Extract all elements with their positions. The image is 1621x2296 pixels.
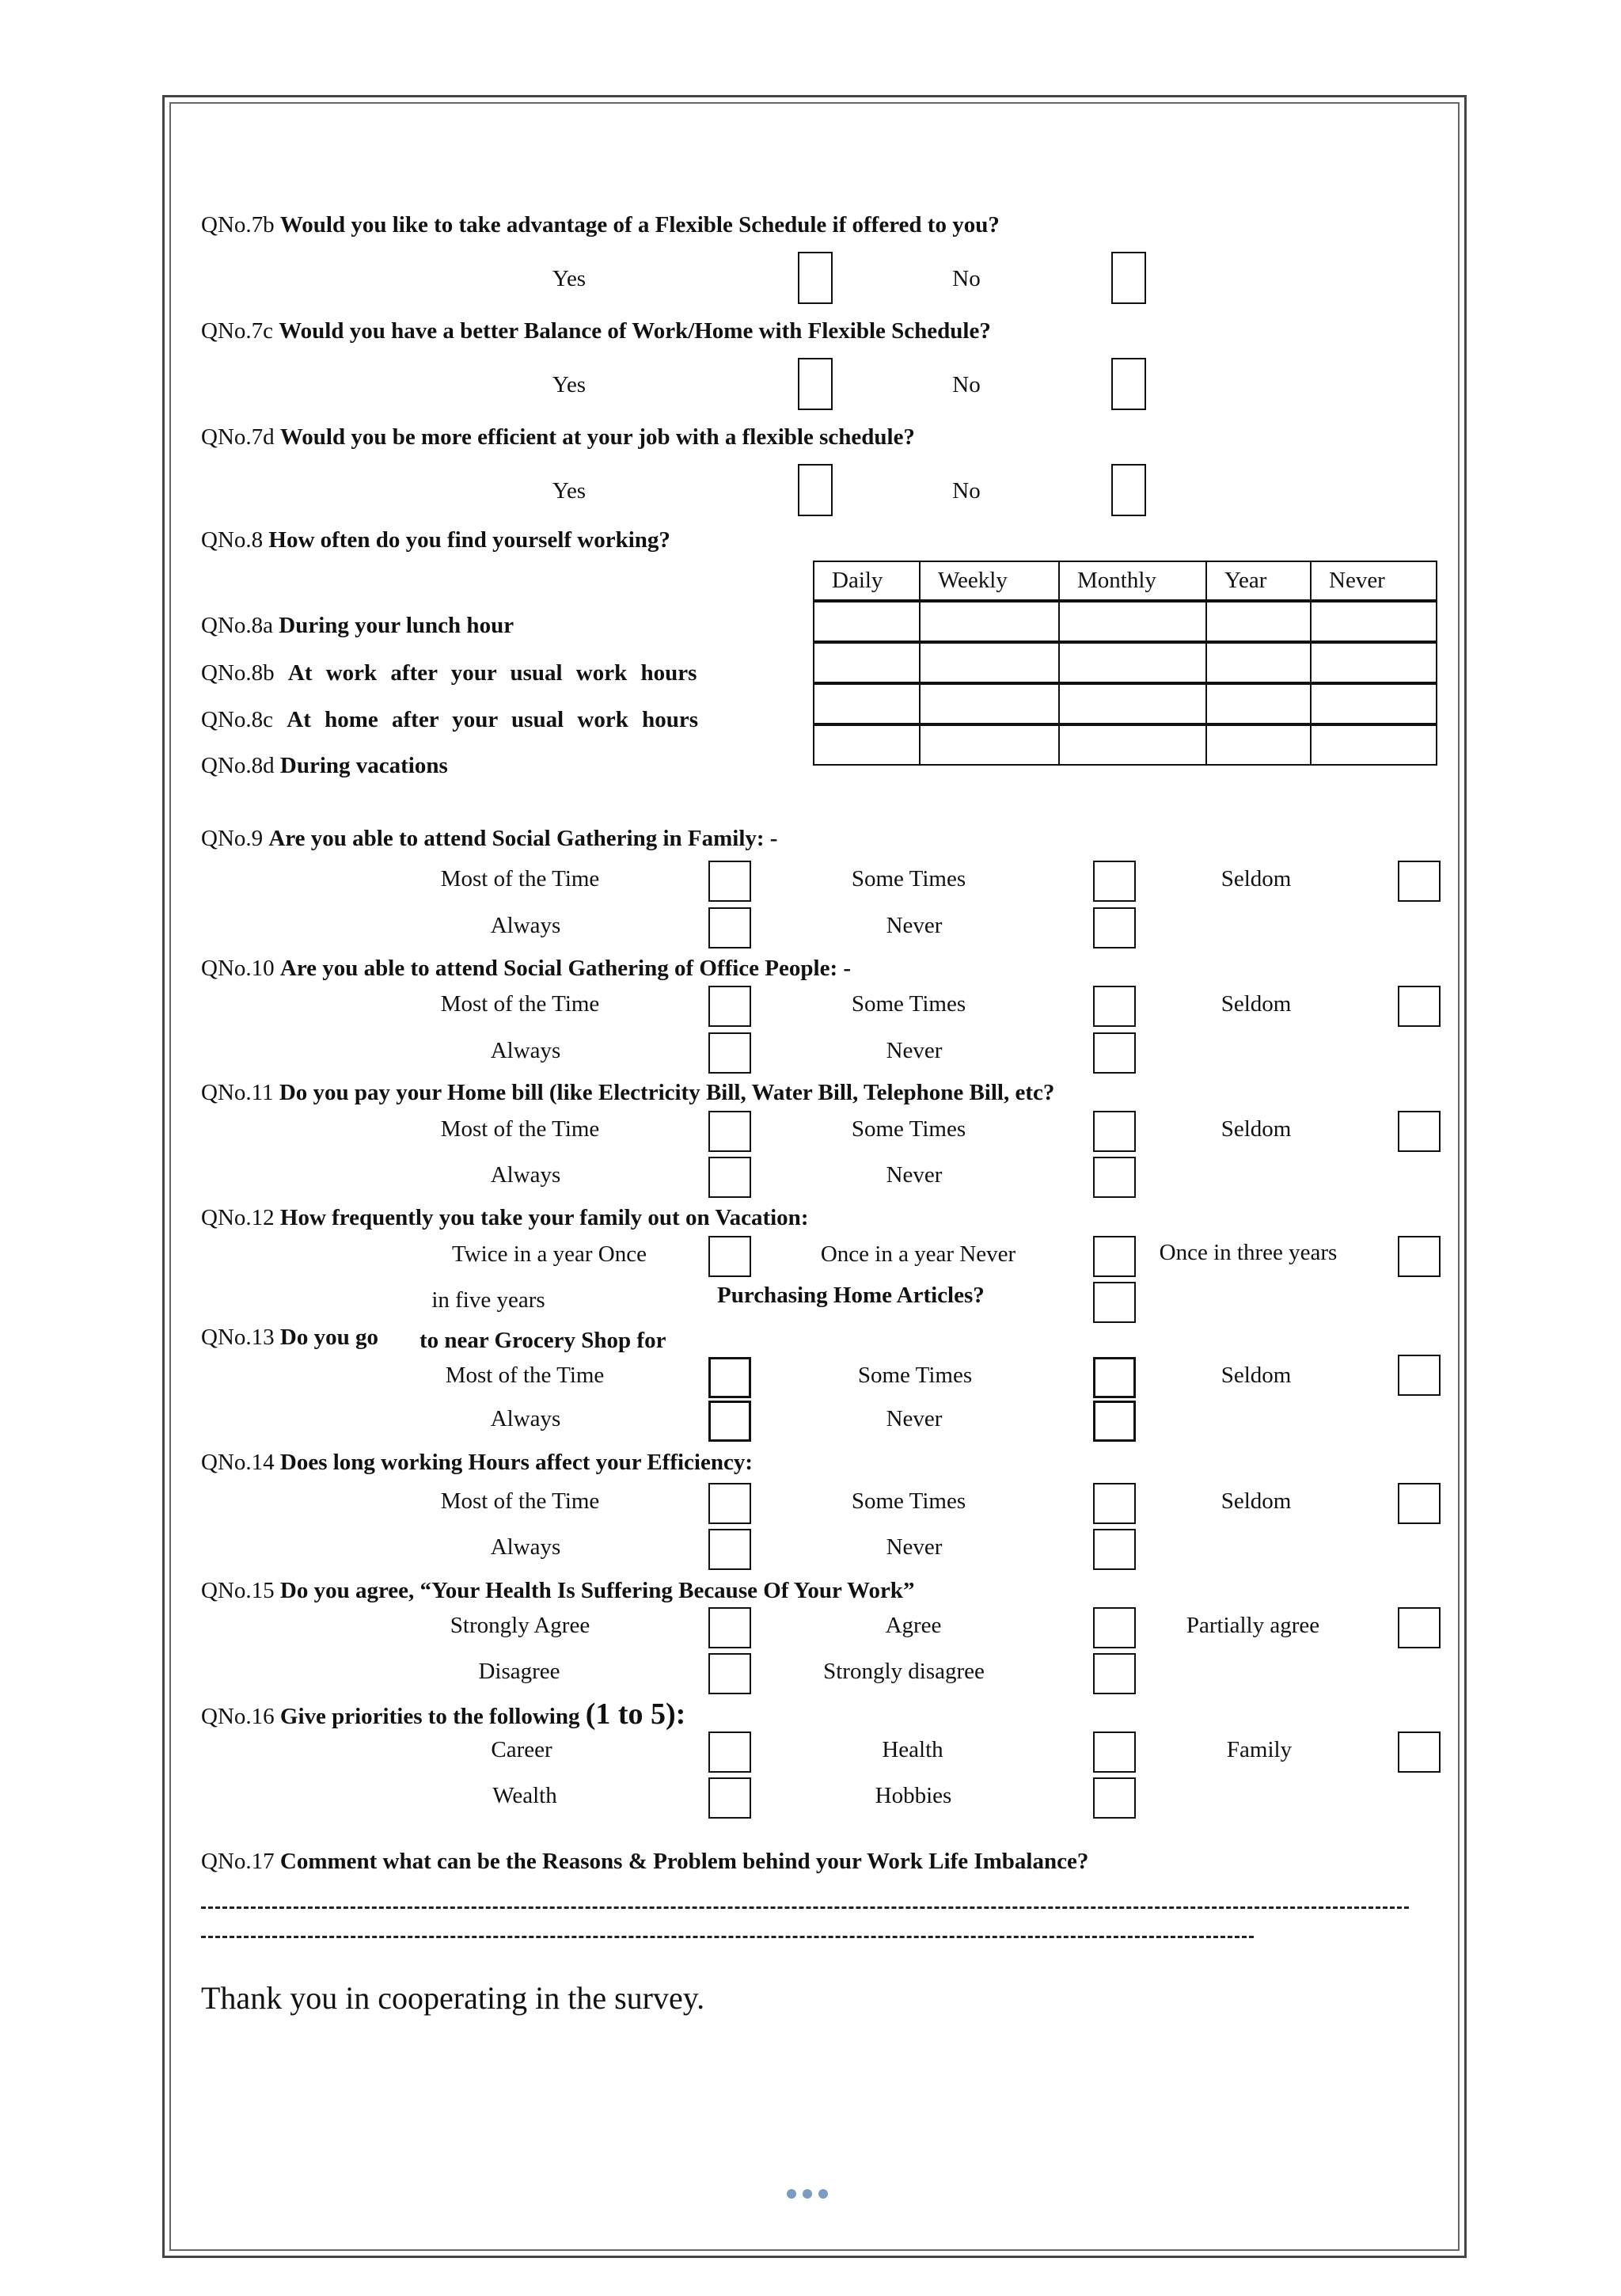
checkbox-q13-always[interactable]	[708, 1401, 751, 1442]
question-text: to near Grocery Shop for	[419, 1328, 666, 1353]
dot-icon	[787, 2189, 796, 2199]
option-label: Seldom	[1220, 1116, 1292, 1142]
checkbox-q16-hobbies[interactable]	[1093, 1777, 1136, 1819]
checkbox-q9-always[interactable]	[708, 907, 751, 948]
question-13-text-b	[419, 1328, 666, 1354]
question-text: Would you like to take advantage of a Flexible Schedule if offered to you?	[279, 212, 1000, 238]
checkbox-q14-always[interactable]	[708, 1529, 751, 1570]
question-11	[201, 1080, 1054, 1106]
question-number: QNo.8d	[201, 753, 275, 778]
option-label: Always	[490, 1406, 561, 1431]
option-label: Never	[886, 1162, 943, 1188]
option-label: Partially agree	[1186, 1613, 1320, 1638]
checkbox-q7d-yes[interactable]	[798, 464, 833, 516]
question-8d	[201, 753, 448, 779]
question-14	[201, 1450, 753, 1476]
checkbox-q14-seldom[interactable]	[1398, 1483, 1441, 1524]
question-text: Are you able to attend Social Gathering of Office People: -	[279, 956, 852, 981]
question-7b	[201, 212, 1000, 238]
question-13-text-c	[717, 1283, 985, 1309]
cell-8b-daily[interactable]	[814, 642, 920, 683]
option-label: Hobbies	[875, 1783, 952, 1808]
question-number: QNo.8b	[201, 660, 275, 686]
question-8	[201, 527, 670, 553]
option-label: Never	[886, 1534, 943, 1560]
cell-8d-never[interactable]	[1311, 724, 1437, 765]
frequency-table	[813, 561, 1437, 766]
question-text: How frequently you take your family out on Vacation:	[279, 1205, 809, 1230]
question-number: QNo.17	[201, 1849, 275, 1874]
checkbox-q7b-yes[interactable]	[798, 252, 833, 304]
checkbox-q12-once[interactable]	[1093, 1236, 1136, 1277]
question-9	[201, 826, 777, 852]
cell-8a-never[interactable]	[1311, 601, 1437, 642]
question-10	[201, 956, 851, 982]
column-header-monthly: Monthly	[1059, 561, 1206, 601]
option-label: Seldom	[1220, 1363, 1292, 1388]
cell-8a-weekly[interactable]	[920, 601, 1059, 642]
option-label: Disagree	[478, 1659, 560, 1684]
question-text: Are you able to attend Social Gathering in Family: -	[268, 826, 778, 851]
cell-8c-weekly[interactable]	[920, 683, 1059, 724]
question-8a	[201, 613, 514, 639]
checkbox-q7c-yes[interactable]	[798, 358, 833, 410]
question-number: QNo.12	[201, 1205, 275, 1230]
question-text: Purchasing Home Articles?	[717, 1283, 985, 1308]
checkbox-q9-never[interactable]	[1093, 907, 1136, 948]
checkbox-q12-never[interactable]	[1093, 1282, 1136, 1323]
checkbox-q16-career[interactable]	[708, 1732, 751, 1773]
checkbox-q15-agree[interactable]	[1093, 1607, 1136, 1648]
question-number: QNo.11	[201, 1080, 274, 1105]
option-label: Always	[490, 1534, 561, 1560]
question-number: QNo.16	[201, 1704, 275, 1729]
option-label: Some Times	[851, 991, 966, 1017]
option-label: Twice in a year Once	[452, 1241, 647, 1267]
option-label: Most of the Time	[445, 1363, 605, 1388]
question-text: Comment what can be the Reasons & Problem behind your Work Life Imbalance?	[279, 1849, 1089, 1874]
option-label: Health	[882, 1737, 943, 1762]
question-text: At work after your usual work hours	[287, 660, 697, 686]
cell-8c-year[interactable]	[1206, 683, 1311, 724]
option-label: Some Times	[851, 1116, 966, 1142]
question-number: QNo.7d	[201, 424, 275, 450]
checkbox-q10-seldom[interactable]	[1398, 986, 1441, 1027]
option-label: Always	[490, 1162, 561, 1188]
table-row	[814, 601, 1437, 642]
option-label: Strongly Agree	[450, 1613, 590, 1638]
column-header-year: Year	[1206, 561, 1311, 601]
checkbox-q7b-no[interactable]	[1111, 252, 1146, 304]
checkbox-q15-disagree[interactable]	[708, 1653, 751, 1694]
option-label: Some Times	[851, 1488, 966, 1514]
answer-line-2[interactable]	[201, 1936, 1254, 1938]
checkbox-q11-always[interactable]	[708, 1157, 751, 1198]
question-7d	[201, 424, 915, 450]
option-label: in five years	[431, 1287, 545, 1313]
question-text: During your lunch hour	[279, 613, 514, 638]
checkbox-q12-twice[interactable]	[708, 1236, 751, 1277]
checkbox-q9-seldom[interactable]	[1398, 861, 1441, 902]
option-label: Most of the Time	[440, 866, 600, 891]
option-label: Always	[490, 1038, 561, 1063]
cell-8b-weekly[interactable]	[920, 642, 1059, 683]
option-label: Family	[1226, 1737, 1293, 1762]
option-label: Once in a year Never	[820, 1241, 1016, 1267]
checkbox-q14-most[interactable]	[708, 1483, 751, 1524]
closing-message: Thank you in cooperating in the survey.	[201, 1980, 705, 2016]
column-header-daily: Daily	[814, 561, 920, 601]
option-label: No	[952, 372, 981, 397]
cell-8d-daily[interactable]	[814, 724, 920, 765]
checkbox-q13-seldom[interactable]	[1398, 1355, 1441, 1396]
checkbox-q7d-no[interactable]	[1111, 464, 1146, 516]
checkbox-q9-sometimes[interactable]	[1093, 861, 1136, 902]
checkbox-q10-sometimes[interactable]	[1093, 986, 1136, 1027]
checkbox-q7c-no[interactable]	[1111, 358, 1146, 410]
question-13	[201, 1325, 378, 1351]
dot-icon	[818, 2189, 828, 2199]
checkbox-q15-partially-agree[interactable]	[1398, 1607, 1441, 1648]
question-number: QNo.8a	[201, 613, 274, 638]
answer-line-1[interactable]	[201, 1906, 1409, 1909]
question-number: QNo.14	[201, 1450, 275, 1475]
question-text: Would you have a better Balance of Work/Home with Flexible Schedule?	[279, 318, 991, 344]
option-label: Seldom	[1220, 866, 1292, 891]
question-8b	[201, 660, 697, 686]
question-number: QNo.8	[201, 527, 264, 553]
checkbox-q15-strongly-agree[interactable]	[708, 1607, 751, 1648]
page-indicator	[784, 2188, 831, 2203]
checkbox-q13-sometimes[interactable]	[1093, 1357, 1136, 1398]
question-number: QNo.13	[201, 1325, 275, 1350]
column-header-weekly: Weekly	[920, 561, 1059, 601]
checkbox-q10-never[interactable]	[1093, 1032, 1136, 1074]
table-row	[814, 724, 1437, 765]
option-label: Wealth	[492, 1783, 557, 1808]
question-number: QNo.9	[201, 826, 264, 851]
option-label: Yes	[552, 372, 587, 397]
question-number: QNo.7c	[201, 318, 274, 344]
option-label: Seldom	[1220, 991, 1292, 1017]
dot-icon	[803, 2189, 812, 2199]
option-label: Career	[491, 1737, 552, 1762]
question-number: QNo.7b	[201, 212, 275, 238]
option-label: Strongly disagree	[823, 1659, 985, 1684]
checkbox-q13-most[interactable]	[708, 1357, 751, 1398]
question-text: Do you go	[279, 1325, 378, 1350]
question-15	[201, 1578, 914, 1604]
table-header-row	[814, 561, 1437, 601]
question-text: Does long working Hours affect your Efficiency:	[279, 1450, 754, 1475]
checkbox-q9-most[interactable]	[708, 861, 751, 902]
checkbox-q11-most[interactable]	[708, 1111, 751, 1152]
option-label: No	[952, 266, 981, 291]
cell-8d-year[interactable]	[1206, 724, 1311, 765]
question-text: Do you pay your Home bill (like Electricity Bill, Water Bill, Telephone Bill, etc?	[279, 1080, 1055, 1105]
checkbox-q10-most[interactable]	[708, 986, 751, 1027]
question-number: QNo.15	[201, 1578, 275, 1603]
cell-8a-monthly[interactable]	[1059, 601, 1206, 642]
option-label: Some Times	[857, 1363, 973, 1388]
question-number: QNo.10	[201, 956, 275, 981]
option-label: Never	[886, 913, 943, 938]
option-label: Never	[886, 1406, 943, 1431]
cell-8a-year[interactable]	[1206, 601, 1311, 642]
checkbox-q15-strongly-disagree[interactable]	[1093, 1653, 1136, 1694]
question-17	[201, 1849, 1088, 1875]
checkbox-q14-never[interactable]	[1093, 1529, 1136, 1570]
question-text: At home after your usual work hours	[287, 707, 698, 732]
question-8c	[201, 707, 698, 733]
column-header-never: Never	[1311, 561, 1437, 601]
checkbox-q16-family[interactable]	[1398, 1732, 1441, 1773]
checkbox-q16-wealth[interactable]	[708, 1777, 751, 1819]
cell-8a-daily[interactable]	[814, 601, 920, 642]
option-label: Once in three years	[1159, 1240, 1338, 1265]
option-label: Most of the Time	[440, 991, 600, 1017]
question-text: How often do you find yourself working?	[268, 527, 670, 553]
checkbox-q12-three-years[interactable]	[1398, 1236, 1441, 1277]
cell-8d-weekly[interactable]	[920, 724, 1059, 765]
option-label: Some Times	[851, 866, 966, 891]
question-text: During vacations	[279, 753, 448, 778]
question-number: QNo.8c	[201, 707, 274, 732]
question-text: Would you be more efficient at your job with a flexible schedule?	[279, 424, 915, 450]
checkbox-q11-seldom[interactable]	[1398, 1111, 1441, 1152]
table-row	[814, 642, 1437, 683]
checkbox-q16-health[interactable]	[1093, 1732, 1136, 1773]
checkbox-q10-always[interactable]	[708, 1032, 751, 1074]
checkbox-q14-sometimes[interactable]	[1093, 1483, 1136, 1524]
cell-8d-monthly[interactable]	[1059, 724, 1206, 765]
cell-8b-year[interactable]	[1206, 642, 1311, 683]
option-label: Never	[886, 1038, 943, 1063]
question-12	[201, 1205, 808, 1231]
checkbox-q13-never[interactable]	[1093, 1401, 1136, 1442]
question-16	[201, 1697, 685, 1732]
cell-8b-monthly[interactable]	[1059, 642, 1206, 683]
option-label: Agree	[885, 1613, 942, 1638]
cell-8c-monthly[interactable]	[1059, 683, 1206, 724]
question-text: Give priorities to the following	[279, 1704, 580, 1729]
question-7c	[201, 318, 991, 344]
option-label: Most of the Time	[440, 1488, 600, 1514]
option-label: Seldom	[1220, 1488, 1292, 1514]
question-text-emphasis: (1 to 5):	[585, 1697, 686, 1731]
cell-8c-never[interactable]	[1311, 683, 1437, 724]
table-row	[814, 683, 1437, 724]
question-text: Do you agree, “Your Health Is Suffering Because Of Your Work”	[279, 1578, 915, 1603]
option-label: Yes	[552, 478, 587, 504]
cell-8c-daily[interactable]	[814, 683, 920, 724]
option-label: No	[952, 478, 981, 504]
option-label: Most of the Time	[440, 1116, 600, 1142]
option-label: Always	[490, 913, 561, 938]
checkbox-q11-never[interactable]	[1093, 1157, 1136, 1198]
cell-8b-never[interactable]	[1311, 642, 1437, 683]
option-label: Yes	[552, 266, 587, 291]
checkbox-q11-sometimes[interactable]	[1093, 1111, 1136, 1152]
